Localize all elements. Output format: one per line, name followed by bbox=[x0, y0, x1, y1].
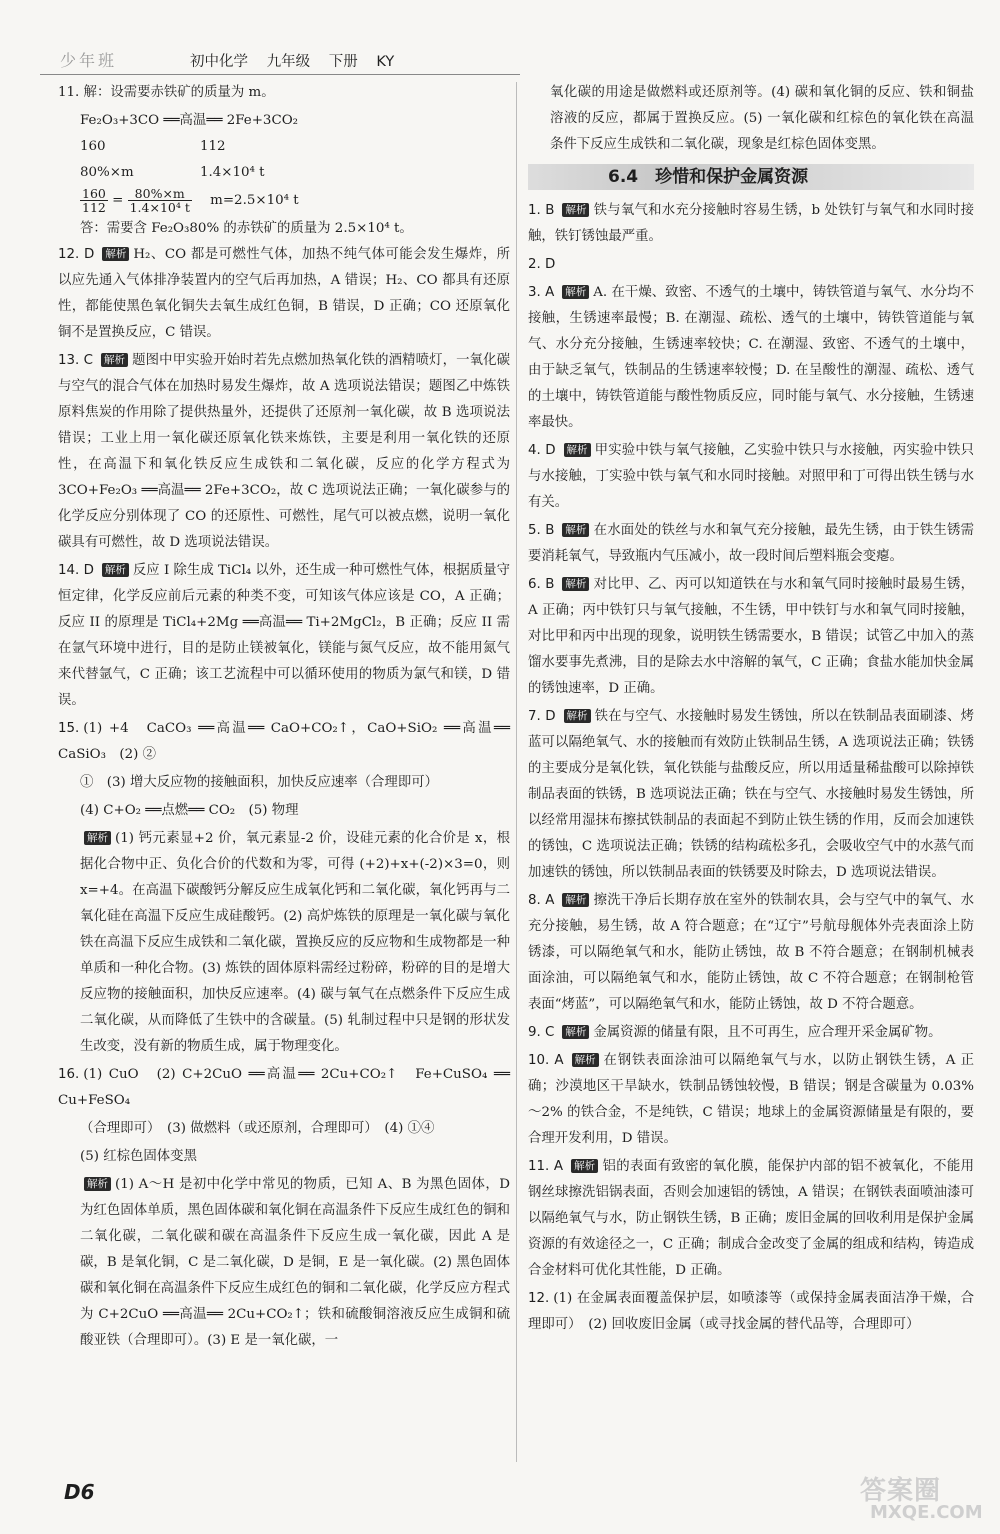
item-number: 7. D bbox=[528, 709, 556, 724]
item-text: A. 在干燥、致密、不透气的土壤中，铸铁管道与氧气、水分均不接触，生锈速率最慢；B. 在潮湿、疏松、透气的土壤中，铸铁管道能与氧气、水分充分接触，生锈速率较快；C. 在潮湿、致密、不透气的土壤中，由于缺乏氧气，铁制品的生锈速率较慢；D. 在呈酸性的潮湿、疏松、透气的土壤中，铸铁管道能与酸性物质反应，同时能与氧气、水分接触，生锈速率最快。 bbox=[528, 285, 974, 430]
list-item bbox=[528, 280, 974, 436]
frac-denominator: 112 bbox=[82, 200, 106, 215]
q11-row1-right: 112 bbox=[200, 139, 226, 154]
q16-number: 16. bbox=[58, 1067, 80, 1082]
q15-answer-2: ① (3) 增大反应物的接触面积，加快反应速率（合理即可） bbox=[80, 775, 438, 790]
item-text: 金属资源的储量有限，且不可再生，应合理开采金属矿物。 bbox=[593, 1025, 942, 1040]
q11-row2-left: 80%×m bbox=[80, 165, 134, 180]
item-number: 2. D bbox=[528, 257, 556, 272]
header-rule bbox=[40, 74, 520, 75]
item-text: 铁在与空气、水接触时易发生锈蚀，所以在铁制品表面刷漆、烤蓝可以隔绝氧气、水的接触而有效防止铁制品生锈，A 选项说法正确；铁锈的主要成分是氧化铁，氧化铁能与盐酸反应，所以用适量稀盐酸可以除掉铁制品表面的铁锈，B 选项说法正确；铁在与空气、水接触时易发生锈蚀，所以经常用湿抹布擦拭铁制品的表面起不到防止铁生锈的作用，反而会加速铁的锈蚀，C 选项说法正确；铁锈的结构疏松多孔，会吸收空气中的水蒸气而加速铁的锈蚀，所以铁制品表面的铁锈要及时除去，D 选项说法错误。 bbox=[528, 709, 975, 880]
q13 bbox=[58, 348, 510, 556]
q11-frac-left bbox=[80, 187, 108, 214]
item-number: 3. A bbox=[528, 285, 555, 300]
analysis-tag: 解析 bbox=[562, 203, 589, 217]
item-number: 12. bbox=[528, 1291, 550, 1306]
analysis-tag: 解析 bbox=[564, 443, 591, 457]
item-text: 铝的表面有致密的氧化膜，能保护内部的铝不被氧化，不能用钢丝球擦洗铝锅表面，否则会加速铝的锈蚀，A 错误；在钢铁表面喷油漆可以隔绝氧气与水，防止钢铁生锈，B 正确；废旧金属的回收利用是保护金属资源的有效途径之一，C 正确；制成合金改变了金属的组成和结构，铸造成合金材料可优化其性能，D 正确。 bbox=[528, 1159, 975, 1278]
header-edition: KY bbox=[376, 54, 395, 70]
header-volume: 下册 bbox=[328, 54, 358, 70]
frac-denominator: 1.4×10⁴ t bbox=[129, 200, 190, 215]
left-column bbox=[58, 80, 510, 1356]
list-item bbox=[528, 704, 974, 886]
item-text: 甲实验中铁与氧气接触，乙实验中铁只与水接触，丙实验中铁只与水接触，丁实验中铁与氧气和水同时接触。对照甲和丁可得出铁生锈与水有关。 bbox=[528, 443, 975, 510]
q14 bbox=[58, 558, 510, 714]
q16-answer-2: （合理即可） (3) 做燃料（或还原剂，合理即可） (4) ①④ bbox=[80, 1121, 435, 1136]
q16-answer-1: (1) CuO (2) C+2CuO ══高温══ 2Cu+CO₂↑ Fe+CuSO₄ ══ Cu+FeSO₄ bbox=[58, 1067, 510, 1108]
q12-number: 12. D bbox=[58, 247, 95, 262]
q15-text: (1) 钙元素显+2 价，氧元素显-2 价，设硅元素的化合价是 x，根据化合物中正、负化合价的代数和为零，可得 (+2)+x+(-2)×3=0，则 x=+4。在高温下碳酸钙分解反应生成氧化钙和二氧化碳，氧化钙再与二氧化硅在高温下反应生成硅酸钙。(2) 高炉炼铁的原理是一氧化碳与氧化铁在高温下反应生成铁和二氧化碳，置换反应的反应物和生成物都是一种单质和一种化合物。(3) 炼铁的固体原料需经过粉碎，粉碎的目的是增大反应物的接触面积，加快反应速率。(4) 碳与氧气在点燃条件下反应生成二氧化碳，从而降低了生铁中的含碳量。(5) 轧制过程中只是钢的形状发生改变，没有新的物质生成，属于物理变化。 bbox=[80, 831, 510, 1054]
header-subject: 初中化学 bbox=[190, 54, 248, 70]
q13-number: 13. C bbox=[58, 353, 94, 368]
item-number: 11. A bbox=[528, 1159, 564, 1174]
q14-text: 反应 I 除生成 TiCl₄ 以外，还生成一种可燃性气体，根据质量守恒定律，化学反应前后元素的种类不变，可知该气体应该是 CO，A 正确；反应 II 的原理是 TiCl₄+2Mg ══高温══ Ti+2MgCl₂，B 正确；反应 II 需在氩气环境中进行，目的是防止镁被氧化，镁能与氮气反应，故不能用氮气来代替氩气，C 正确；该工艺流程中可以循环使用的物质为氯气和镁，D 错误。 bbox=[58, 563, 510, 708]
item-number: 9. C bbox=[528, 1025, 555, 1040]
analysis-tag: 解析 bbox=[84, 831, 111, 845]
brand-logo: 少年班 bbox=[60, 51, 118, 70]
q15-analysis bbox=[58, 826, 510, 1060]
q11-frac-right bbox=[128, 187, 192, 214]
list-item bbox=[528, 252, 974, 278]
q12-text: H₂、CO 都是可燃性气体，加热不纯气体可能会发生爆炸，所以应先通入气体排净装置内的空气后再加热，A 错误；H₂、CO 都具有还原性，都能使黑色氧化铜失去氧生成红色铜，B 错误，D 正确；CO 还原氧化铜不是置换反应，C 错误。 bbox=[58, 247, 510, 340]
analysis-tag: 解析 bbox=[562, 523, 589, 537]
q14-number: 14. D bbox=[58, 563, 94, 578]
analysis-tag: 解析 bbox=[101, 353, 128, 367]
item-text: 擦洗干净后长期存放在室外的铁制农具，会与空气中的氧气、水充分接触，易生锈，故 A 符合题意；在“辽宁”号航母舰体外壳表面涂上防锈漆，可以隔绝氧气和水，能防止锈蚀，故 B 不符合题意；在钢制机械表面涂油，可以隔绝氧气和水，能防止锈蚀，故 C 不符合题意；在钢制枪管表面“烤蓝”，可以隔绝氧气和水，能防止锈蚀，故 D 不符合题意。 bbox=[528, 893, 974, 1012]
item-number: 10. A bbox=[528, 1053, 564, 1068]
header-info bbox=[190, 50, 408, 71]
analysis-tag: 解析 bbox=[562, 893, 589, 907]
q15-answer-1: (1) +4 CaCO₃ ══高温══ CaO+CO₂↑，CaO+SiO₂ ══高温══ CaSiO₃ (2) ② bbox=[58, 721, 510, 762]
list-item bbox=[528, 1286, 974, 1338]
list-item bbox=[528, 1154, 974, 1284]
analysis-tag: 解析 bbox=[562, 285, 589, 299]
analysis-tag: 解析 bbox=[562, 1025, 589, 1039]
item-number: 6. B bbox=[528, 577, 555, 592]
watermark-logo: 答案圈 bbox=[860, 1476, 942, 1506]
q15 bbox=[58, 716, 510, 768]
q11-result: m=2.5×10⁴ t bbox=[210, 193, 299, 208]
analysis-tag: 解析 bbox=[564, 709, 591, 723]
frac-numerator: 80%×m bbox=[128, 187, 192, 201]
item-number: 8. A bbox=[528, 893, 555, 908]
q16-answer-3: (5) 红棕色固体变黑 bbox=[80, 1149, 197, 1164]
watermark-url: MXQE.COM bbox=[870, 1502, 983, 1523]
list-item bbox=[528, 572, 974, 702]
q16 bbox=[58, 1062, 510, 1114]
q16-analysis bbox=[58, 1172, 510, 1354]
list-item bbox=[528, 198, 974, 250]
page-header bbox=[40, 40, 520, 74]
q15-number: 15. bbox=[58, 721, 80, 736]
q11-row1-left: 160 bbox=[80, 139, 106, 154]
section-title: 6.4 珍惜和保护金属资源 bbox=[608, 167, 809, 187]
q11-row-1 bbox=[58, 134, 510, 160]
item-number: 1. B bbox=[528, 203, 555, 218]
right-column bbox=[528, 80, 974, 1340]
q11-row-2 bbox=[58, 160, 510, 186]
item-text: 在钢铁表面涂油可以隔绝氧气与水，以防止钢铁生锈，A 正确；沙漠地区干旱缺水，铁制品锈蚀较慢，B 错误；钢是含碳量为 0.03%～2% 的铁合金，不是纯铁，C 错误；地球上的金属资源储量是有限的，要合理开发利用，D 错误。 bbox=[528, 1053, 974, 1146]
analysis-tag: 解析 bbox=[102, 247, 129, 261]
q11-row2-right: 1.4×10⁴ t bbox=[200, 165, 265, 180]
q12 bbox=[58, 242, 510, 346]
q11-answer: 答：需要含 Fe₂O₃80% 的赤铁矿的质量为 2.5×10⁴ t。 bbox=[80, 221, 413, 236]
item-number: 5. B bbox=[528, 523, 555, 538]
item-number: 4. D bbox=[528, 443, 556, 458]
header-grade: 九年级 bbox=[266, 54, 311, 70]
page-number: D6 bbox=[64, 1480, 95, 1504]
list-item bbox=[528, 1048, 974, 1152]
answer-list bbox=[528, 198, 974, 1338]
q16-text: (1) A～H 是初中化学中常见的物质，已知 A、B 为黑色固体，D 为红色固体单质，黑色固体碳和氧化铜在高温条件下反应生成红色的铜和二氧化碳，二氧化碳和碳在高温条件下反应生成一氧化碳，因此 A 是碳，B 是氧化铜，C 是二氧化碳，D 是铜，E 是一氧化碳。(2) 黑色固体碳和氧化铜在高温条件下反应生成红色的铜和二氧化碳，化学反应方程式为 C+2CuO ══高温══ 2Cu+CO₂↑；铁和硫酸铜溶液反应生成铜和硫酸亚铁（合理即可）。(3) E 是一氧化碳，一 bbox=[80, 1177, 510, 1348]
frac-numerator: 160 bbox=[82, 186, 106, 201]
item-text: 铁与氧气和水充分接触时容易生锈，b 处铁钉与氧气和水同时接触，铁钉锈蚀最严重。 bbox=[528, 203, 974, 244]
q15-answer-3: (4) C+O₂ ══点燃══ CO₂ (5) 物理 bbox=[80, 803, 299, 818]
analysis-tag: 解析 bbox=[571, 1159, 598, 1173]
column-divider bbox=[516, 82, 517, 1462]
analysis-tag: 解析 bbox=[572, 1053, 599, 1067]
section-heading bbox=[528, 162, 974, 192]
q11-intro: 11. 解：设需要赤铁矿的质量为 m。 bbox=[58, 85, 275, 100]
analysis-tag: 解析 bbox=[102, 563, 129, 577]
item-text: 在水面处的铁丝与水和氧气充分接触，最先生锈，由于铁生锈需要消耗氧气，导致瓶内气压减小，故一段时间后塑料瓶会变瘪。 bbox=[528, 523, 974, 564]
list-item bbox=[528, 1020, 974, 1046]
item-text: 对比甲、乙、丙可以知道铁在与水和氧气同时接触时最易生锈，A 正确；丙中铁钉只与氧气接触，不生锈，甲中铁钉与水和氧气同时接触，对比甲和丙中出现的现象，说明铁生锈需要水，B 错误；试管乙中加入的蒸馏水要事先煮沸，目的是除去水中溶解的氧气，C 正确；食盐水能加快金属的锈蚀速率，D 正确。 bbox=[528, 577, 974, 696]
q16-continued: 氧化碳的用途是做燃料或还原剂等。(4) 碳和氧化铜的反应、铁和铜盐溶液的反应，都属于置换反应。(5) 一氧化碳和红棕色的氧化铁在高温条件下反应生成铁和二氧化碳，现象是红棕色固体变黑。 bbox=[550, 85, 974, 152]
analysis-tag: 解析 bbox=[84, 1177, 111, 1191]
list-item bbox=[528, 518, 974, 570]
list-item bbox=[528, 438, 974, 516]
list-item bbox=[528, 888, 974, 1018]
q11-equation: Fe₂O₃+3CO ══高温══ 2Fe+3CO₂ bbox=[80, 113, 299, 128]
q11-proportion: $\frac{160}{112}$ = $\frac{80\%\times m}{\text{1.4×10⁴ t}}$ m=2.5×10⁴ t bbox=[82, 186, 299, 215]
analysis-tag: 解析 bbox=[562, 577, 589, 591]
item-text: (1) 在金属表面覆盖保护层，如喷漆等（或保持金属表面洁净干燥，合理即可） (2) 回收废旧金属（或寻找金属的替代品等，合理即可） bbox=[528, 1291, 974, 1332]
q13-text: 题图中甲实验开始时若先点燃加热氧化铁的酒精喷灯，一氧化碳与空气的混合气体在加热时易发生爆炸，故 A 选项说法错误；题图乙中炼铁原料焦炭的作用除了提供热量外，还提供了还原剂一氧化碳，故 B 选项说法错误；工业上用一氧化碳还原氧化铁来炼铁，主要是利用一氧化铁的还原性，在高温下和氧化铁反应生成铁和二氧化碳，反应的化学方程式为 3CO+Fe₂O₃ ══高温══ 2Fe+3CO₂，故 C 选项说法正确；一氧化碳参与的化学反应分别体现了 CO 的还原性、可燃性，尾气可以被点燃，说明一氧化碳具有可燃性，故 D 选项说法错误。 bbox=[58, 353, 510, 550]
